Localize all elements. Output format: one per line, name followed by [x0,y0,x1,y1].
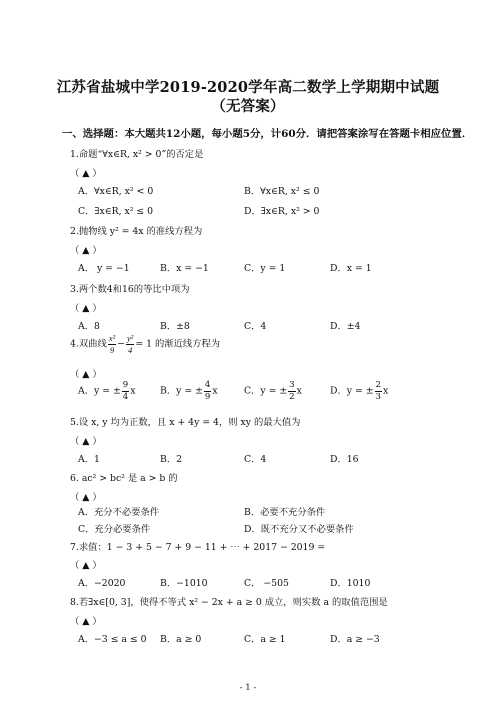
question-6-option-d: D．既不充分又不必要条件 [244,524,354,535]
question-5-option-a: A．1 [78,454,100,465]
page-title: 江苏省盐城中学2019-2020学年高二数学上学期期中试题 [56,79,440,96]
page-number: - 1 - [239,683,257,693]
question-3-option-a: A．8 [78,321,100,332]
question-3-option-b: B．±8 [160,321,190,332]
question-1-option-d: D．∃x∈R, x² > 0 [244,206,320,217]
fraction: $\frac{\text{x²}}{9}$ [108,333,116,355]
question-6-option-b: B．必要不充分条件 [244,507,326,518]
question-3-option-d: D．±4 [330,321,361,332]
fraction: $\frac{\text{y²}}{4}$ [126,333,134,355]
question-5-answer-slot: （ ▲ ） [70,436,102,447]
question-1-answer-slot: （ ▲ ） [70,168,102,179]
question-3-stem: 3.两个数4和16的等比中项为 [70,284,190,295]
question-8-option-a: A．−3 ≤ a ≤ 0 [78,634,147,645]
page-subtitle: （无答案） [211,98,285,115]
question-2-option-d: D．x = 1 [330,263,372,274]
question-6-answer-slot: （ ▲ ） [70,492,102,503]
question-6-stem: 6. ac² > bc² 是 a > b 的 [70,473,178,484]
question-4-stem: 4.双曲线 $\frac{\text{x²}}{9}$ − $\frac{\text{y²}}{4}$ = 1 的渐近线方程为 [70,333,221,355]
question-5-stem: 5.设 x, y 均为正数，且 x + 4y = 4，则 xy 的最大值为 [70,417,301,428]
question-8-option-b: B．a ≥ 0 [160,634,202,645]
question-4-option-b: B．y = ± $\frac{4}{9}$ x [160,380,218,402]
question-4-option-a: A．y = ± $\frac{9}{4}$ x [78,380,136,402]
question-2-answer-slot: （ ▲ ） [70,245,102,256]
question-4-answer-slot: （ ▲ ） [70,369,102,380]
question-8-answer-slot: （ ▲ ） [70,616,102,627]
question-7-option-d: D．1010 [330,578,371,589]
question-8-stem: 8.若∃x∈[0, 3]，使得不等式 x² − 2x + a ≥ 0 成立，则实数 a 的取值范围是 [70,597,388,608]
question-1-stem: 1.命题“∀x∈R, x² > 0”的否定是 [70,149,204,160]
question-3-answer-slot: （ ▲ ） [70,303,102,314]
question-6-option-c: C．充分必要条件 [78,524,151,535]
question-4-option-c: C．y = ± $\frac{3}{2}$ x [244,380,302,402]
question-3-option-c: C．4 [244,321,267,332]
question-2-option-a: A． y = −1 [78,263,130,274]
question-7-option-a: A．−2020 [78,578,126,589]
question-7-option-c: C． −505 [244,578,289,589]
question-2-option-b: B．x = −1 [160,263,209,274]
question-5-option-d: D．16 [330,454,359,465]
question-2-stem: 2.抛物线 y² = 4x 的准线方程为 [70,226,203,237]
question-7-stem: 7.求值：1 − 3 + 5 − 7 + 9 − 11 + ⋯ + 2017 − 2019 = [70,542,326,553]
question-8-option-c: C．a ≥ 1 [244,634,286,645]
question-5-option-c: C．4 [244,454,267,465]
question-7-option-b: B．−1010 [160,578,208,589]
section-heading: 一、选择题：本大题共12小题，每小题5分，计60分．请把答案涂写在答题卡相应位置． [62,128,473,140]
question-1-option-b: B．∀x∈R, x² ≤ 0 [244,186,320,197]
question-5-option-b: B．2 [160,454,183,465]
question-1-option-a: A．∀x∈R, x² < 0 [78,186,154,197]
question-6-option-a: A．充分不必要条件 [78,507,160,518]
question-7-answer-slot: （ ▲ ） [70,560,102,571]
question-8-option-d: D．a ≥ −3 [330,634,380,645]
question-2-option-c: C．y = 1 [244,263,286,274]
question-4-option-d: D．y = ± $\frac{2}{3}$ x [330,380,389,402]
question-1-option-c: C．∃x∈R, x² ≤ 0 [78,206,154,217]
